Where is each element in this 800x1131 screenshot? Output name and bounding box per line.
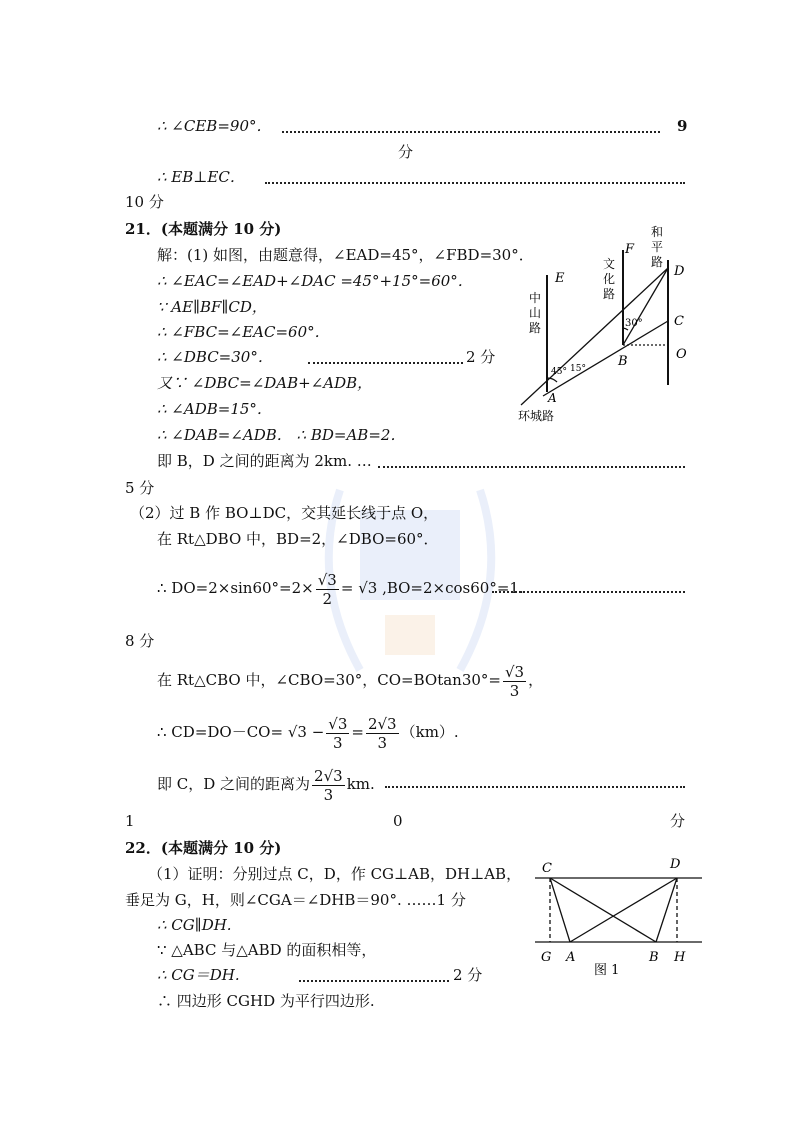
label-B: B (618, 354, 628, 369)
q20-score-unit: 分 (398, 143, 414, 161)
q22-heading: 22．(本题满分 10 分) (125, 839, 282, 857)
leader-dots (492, 591, 685, 593)
q22-figure (530, 852, 705, 982)
q21-line-3: ∵ AE∥BF∥CD， (157, 298, 267, 316)
q21-score-10-part-2: 0 (393, 812, 403, 830)
q21-part2-line-4 (157, 660, 543, 700)
segment-CB (550, 878, 656, 942)
leader-dots (385, 786, 685, 788)
fraction (503, 663, 526, 700)
label-C: C (674, 314, 684, 329)
figure-caption: 图 1 (594, 963, 620, 978)
q20-line-2: ∴ EB⊥EC． (157, 168, 245, 186)
label-A: A (566, 950, 576, 965)
label-D: D (674, 264, 685, 279)
q21-score-5: 5 分 (125, 479, 155, 497)
road-label-zhongshan-2: 山 (529, 306, 542, 320)
q20-score-2: 10 分 (125, 193, 164, 211)
q22-line-5: ∴ CG＝DH. (157, 966, 240, 984)
q21-score-8: 8 分 (125, 632, 155, 650)
leader-dots (265, 182, 685, 184)
leader-dots (308, 362, 463, 364)
fraction-denominator: 3 (509, 681, 520, 700)
road-label-zhongshan-1: 中 (529, 291, 542, 305)
fraction (366, 715, 399, 752)
angle-label-30: 30° (625, 318, 643, 329)
q22-line-1: （1）证明：分别过点 C，D，作 CG⊥AB，DH⊥AB， (148, 865, 522, 883)
q21-part2-line-5 (157, 712, 459, 752)
q21-part2-line-3 (157, 568, 524, 608)
segment-AC (543, 321, 668, 396)
q21-part2-line-2: 在 Rt△DBO 中，BD=2，∠DBO=60°． (157, 530, 439, 548)
label-C: C (542, 861, 552, 876)
road-label-wenhua-3: 路 (603, 287, 616, 301)
q21-line-2: ∴ ∠EAC=∠EAD+∠DAC =45°+15°=60°． (157, 272, 473, 290)
label-D: D (670, 857, 681, 872)
formula-text: （km）. (400, 723, 459, 741)
label-H: H (674, 950, 686, 965)
road-label-wenhua-1: 文 (603, 257, 616, 271)
q21-score-10-part-1: 1 (125, 812, 135, 830)
formula-text: ∴ CD=DO－CO= √3 − (157, 723, 325, 741)
q21-line-6: 又∵ ∠DBC=∠DAB+∠ADB， (157, 374, 373, 392)
q22-line-3: ∴ CG∥DH. (157, 916, 232, 934)
q21-score-10-part-3: 分 (670, 812, 686, 830)
q21-line-4: ∴ ∠FBC=∠EAC=60°． (157, 323, 330, 341)
segment-DA (570, 878, 677, 942)
fraction (326, 715, 349, 752)
segment-BD (623, 268, 668, 345)
road-label-wenhua-2: 化 (603, 272, 616, 286)
angle-label-15: 15° (570, 364, 586, 374)
road-label-zhongshan-3: 路 (529, 321, 542, 335)
fraction (316, 571, 339, 608)
formula-text: 在 Rt△CBO 中，∠CBO=30°，CO=BOtan30°= (157, 671, 501, 689)
q22-line-2: 垂足为 G，H，则∠CGA＝∠DHB＝90°. ……1 分 (125, 891, 466, 909)
formula-text: ， (528, 671, 544, 689)
label-E: E (555, 271, 565, 286)
fraction-numerator: 2√3 (367, 714, 397, 733)
road-label-heping-1: 和 (651, 225, 664, 239)
q20-line-1: ∴ ∠CEB=90°． (157, 117, 272, 135)
formula-text: ∴ DO=2×sin60°=2× (157, 579, 314, 597)
fraction-denominator: 3 (323, 785, 334, 804)
q20-score-number: 9 (677, 117, 688, 135)
q21-part2-line-6 (157, 764, 375, 804)
fraction-numerator: √3 (505, 662, 525, 681)
q21-line-1: 解：(1) 如图，由题意得，∠EAD=45°，∠FBD=30°． (157, 246, 534, 264)
road-label-heping-3: 路 (651, 255, 664, 269)
formula-text: 即 C，D 之间的距离为 (157, 775, 311, 793)
fraction-numerator: √3 (328, 714, 348, 733)
leader-dots (378, 466, 685, 468)
fraction-numerator: √3 (317, 570, 337, 589)
fraction-denominator: 2 (322, 589, 333, 608)
fraction-numerator: 2√3 (314, 766, 343, 785)
label-F: F (625, 242, 635, 257)
q21-line-7: ∴ ∠ADB=15°． (157, 400, 272, 418)
label-B: B (649, 950, 659, 965)
leader-dots (299, 980, 449, 982)
q21-line-9: 即 B，D 之间的距离为 2km. … (157, 452, 372, 470)
formula-text: km. (346, 775, 375, 793)
q21-score-2: 2 分 (466, 348, 496, 366)
q22-line-6: ∴ 四边形 CGHD 为平行四边形. (157, 992, 375, 1010)
leader-dots (282, 131, 660, 133)
label-O: O (676, 347, 687, 362)
q21-heading: 21．(本题满分 10 分) (125, 220, 282, 238)
fraction-denominator: 3 (333, 733, 343, 752)
q21-part2-line-1: （2）过 B 作 BO⊥DC，交其延长线于点 O， (130, 504, 439, 522)
fraction-denominator: 3 (377, 733, 388, 752)
q22-line-4: ∵ △ABC 与△ABD 的面积相等， (157, 941, 377, 959)
q21-line-8: ∴ ∠DAB=∠ADB． ∴ BD=AB=2． (157, 426, 406, 444)
label-A: A (548, 391, 557, 405)
road-label-huancheng: 环城路 (518, 409, 555, 423)
fraction (312, 767, 345, 804)
formula-text: = (351, 723, 364, 741)
segment-AD (521, 268, 668, 405)
segment-DB (656, 878, 677, 942)
q21-line-5: ∴ ∠DBC=30°． (157, 348, 273, 366)
q21-road-figure (515, 220, 695, 425)
angle-label-45: 45° (551, 367, 567, 377)
q22-score-2: 2 分 (453, 966, 483, 984)
formula-text: = √3 ,BO=2×cos60°=1. (340, 579, 524, 597)
road-label-heping-2: 平 (651, 240, 664, 254)
label-G: G (541, 950, 552, 965)
